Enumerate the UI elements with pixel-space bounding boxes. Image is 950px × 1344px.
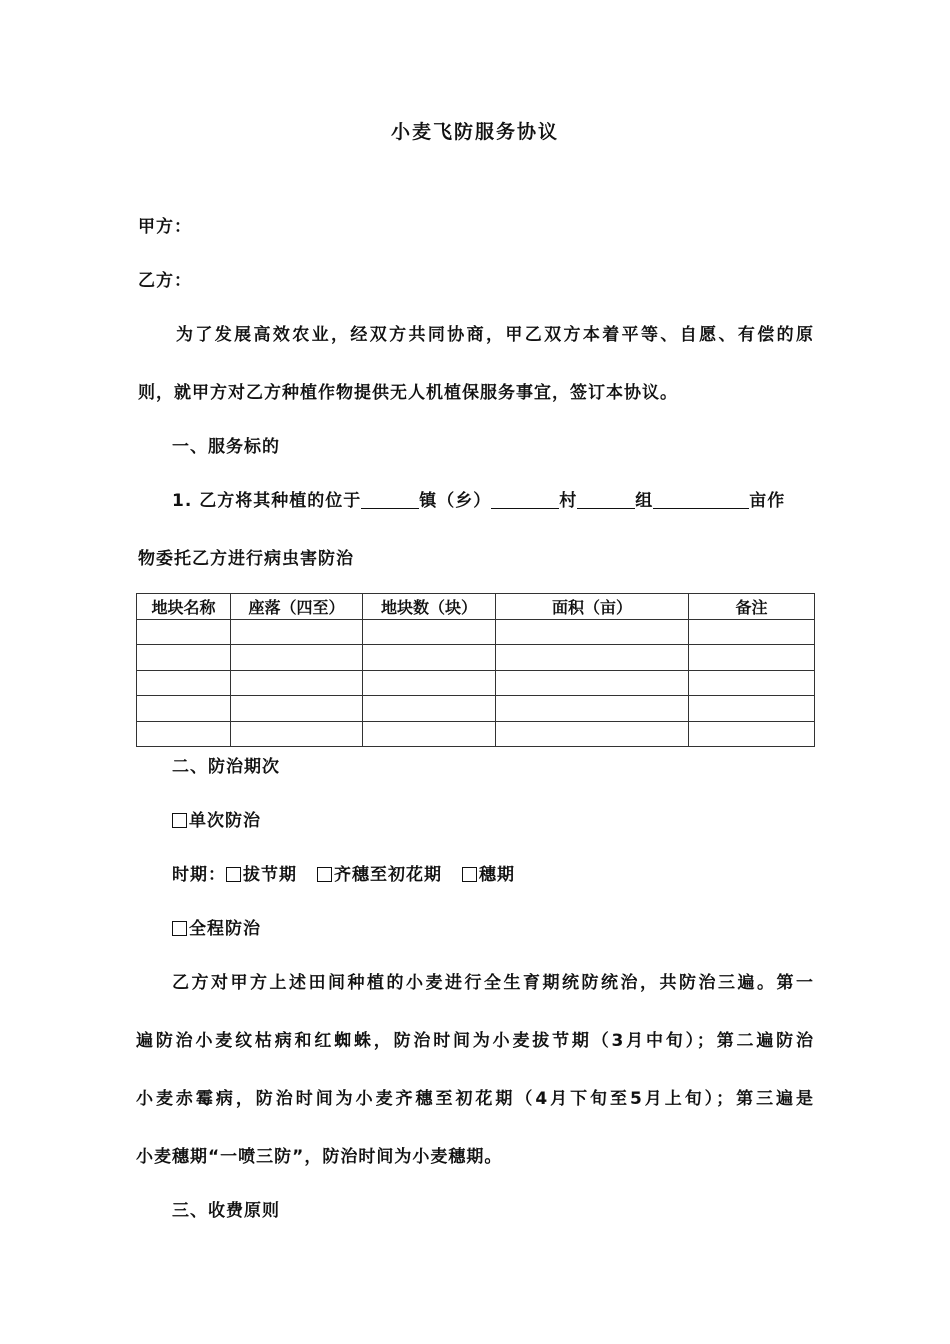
item-1-prefix: 1. 乙方将其种植的位于 bbox=[172, 491, 362, 511]
table-cell[interactable] bbox=[137, 696, 231, 721]
table-row bbox=[137, 696, 815, 721]
full-checkbox[interactable] bbox=[172, 921, 187, 936]
single-label: 单次防治 bbox=[189, 811, 261, 831]
table-row bbox=[137, 620, 815, 645]
table-cell[interactable] bbox=[496, 645, 689, 670]
period-option-heading-flowering: 齐穗至初花期 bbox=[334, 865, 442, 885]
intro-line-2: 则，就甲方对乙方种植作物提供无人机植保服务事宜，签订本协议。 bbox=[138, 383, 678, 403]
table-cell[interactable] bbox=[137, 670, 231, 695]
table-header-row bbox=[137, 594, 815, 620]
mu-blank[interactable] bbox=[653, 490, 749, 509]
full-desc-line-3: 小麦赤霉病，防治时间为小麦齐穗至初花期（4月下旬至5月上旬）；第三遍是 bbox=[136, 1089, 814, 1109]
mu-suffix: 亩作 bbox=[749, 491, 786, 511]
option-single bbox=[172, 806, 261, 831]
table-cell[interactable] bbox=[363, 696, 496, 721]
period-option-ear: 穗期 bbox=[479, 865, 515, 885]
plot-table bbox=[136, 593, 815, 747]
ear-checkbox[interactable] bbox=[462, 867, 477, 882]
full-desc-line-1: 乙方对甲方上述田间种植的小麦进行全生育期统防统治，共防治三遍。第一 bbox=[172, 973, 814, 993]
table-cell[interactable] bbox=[689, 696, 815, 721]
header-plot-count: 地块数（块） bbox=[363, 594, 496, 620]
village-blank[interactable] bbox=[491, 490, 559, 509]
group-blank[interactable] bbox=[577, 490, 635, 509]
section-2-heading: 二、防治期次 bbox=[172, 757, 280, 777]
table-cell[interactable] bbox=[689, 620, 815, 645]
period-label: 时期： bbox=[172, 865, 226, 885]
table-cell[interactable] bbox=[496, 620, 689, 645]
option-full bbox=[172, 914, 261, 939]
table-cell[interactable] bbox=[496, 670, 689, 695]
table-cell[interactable] bbox=[496, 696, 689, 721]
town-blank[interactable] bbox=[361, 490, 419, 509]
header-remarks: 备注 bbox=[689, 594, 815, 620]
town-label: 镇（乡） bbox=[419, 491, 492, 511]
table-row bbox=[137, 721, 815, 746]
table-cell[interactable] bbox=[231, 620, 363, 645]
village-label: 村 bbox=[559, 491, 578, 511]
document-title: 小麦飞防服务协议 bbox=[390, 121, 559, 143]
table-row bbox=[137, 645, 815, 670]
header-location: 座落（四至） bbox=[231, 594, 363, 620]
table-cell[interactable] bbox=[496, 721, 689, 746]
intro-line-1: 为了发展高效农业，经双方共同协商，甲乙双方本着平等、自愿、有偿的原 bbox=[176, 325, 814, 345]
section-1-heading: 一、服务标的 bbox=[172, 437, 280, 457]
header-area: 面积（亩） bbox=[496, 594, 689, 620]
table-cell[interactable] bbox=[363, 670, 496, 695]
party-b-label: 乙方： bbox=[138, 271, 192, 291]
item-1-line-2: 物委托乙方进行病虫害防治 bbox=[138, 549, 354, 569]
table-cell[interactable] bbox=[363, 645, 496, 670]
full-desc-line-4: 小麦穗期“一喷三防”，防治时间为小麦穗期。 bbox=[136, 1147, 503, 1167]
header-plot-name: 地块名称 bbox=[137, 594, 231, 620]
heading-flowering-checkbox[interactable] bbox=[317, 867, 332, 882]
single-checkbox[interactable] bbox=[172, 813, 187, 828]
table-cell[interactable] bbox=[137, 645, 231, 670]
full-desc-line-2: 遍防治小麦纹枯病和红蜘蛛，防治时间为小麦拔节期（3月中旬）；第二遍防治 bbox=[136, 1031, 814, 1051]
section-3-heading: 三、收费原则 bbox=[172, 1201, 280, 1221]
table-cell[interactable] bbox=[231, 721, 363, 746]
period-row bbox=[172, 860, 515, 885]
table-cell[interactable] bbox=[137, 620, 231, 645]
group-label: 组 bbox=[635, 491, 654, 511]
item-1-line-1 bbox=[172, 486, 785, 511]
jointing-checkbox[interactable] bbox=[226, 867, 241, 882]
table-cell[interactable] bbox=[363, 620, 496, 645]
full-label: 全程防治 bbox=[189, 919, 261, 939]
table-cell[interactable] bbox=[689, 721, 815, 746]
period-option-jointing: 拔节期 bbox=[243, 865, 297, 885]
table-cell[interactable] bbox=[689, 645, 815, 670]
party-a-label: 甲方： bbox=[138, 217, 192, 237]
table-cell[interactable] bbox=[231, 670, 363, 695]
table-cell[interactable] bbox=[137, 721, 231, 746]
table-cell[interactable] bbox=[231, 696, 363, 721]
table-cell[interactable] bbox=[689, 670, 815, 695]
table-cell[interactable] bbox=[231, 645, 363, 670]
table-row bbox=[137, 670, 815, 695]
table-cell[interactable] bbox=[363, 721, 496, 746]
